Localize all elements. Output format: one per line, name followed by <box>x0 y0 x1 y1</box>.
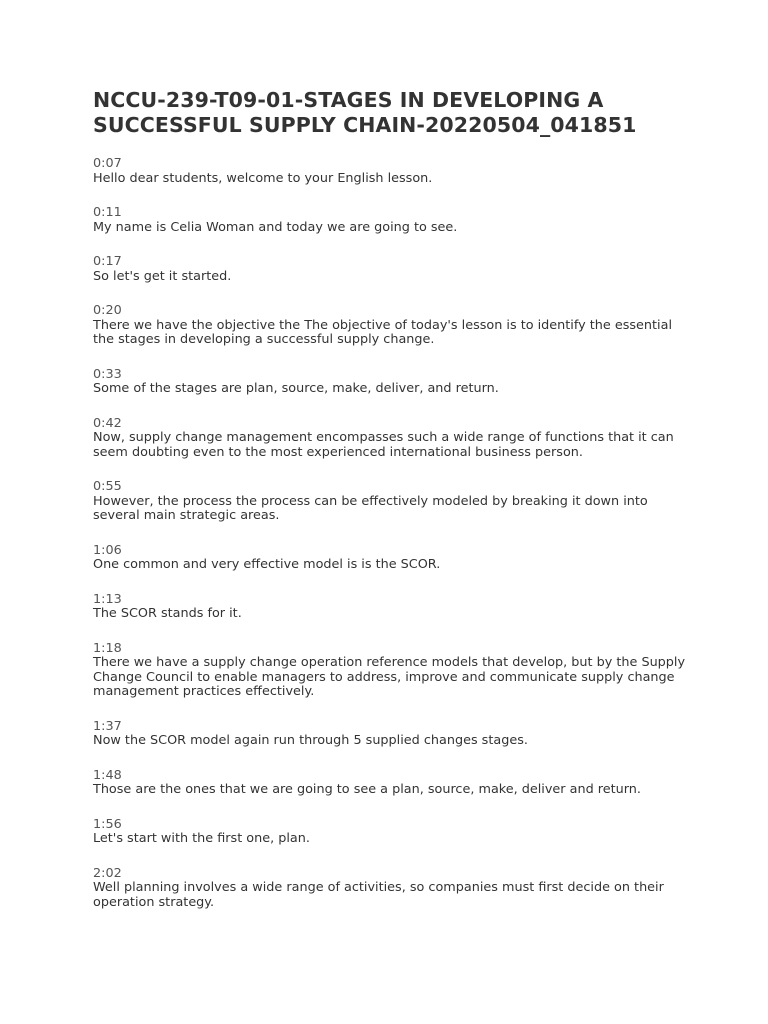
timestamp: 2:02 <box>93 865 122 881</box>
transcript-entry <box>93 417 693 461</box>
timestamp: 1:18 <box>93 640 122 656</box>
transcript-text: My name is Celia Woman and today we are going to see. <box>93 219 458 235</box>
timestamp: 0:42 <box>93 415 122 431</box>
transcript-text: Let's start with the first one, plan. <box>93 831 310 846</box>
transcript-text: There we have the objective the The objective of today's lesson is to identify the essential the stages in developing a successful supply change. <box>93 317 673 347</box>
transcript-entry <box>93 593 693 622</box>
timestamp: 0:17 <box>93 254 122 269</box>
transcript-entry <box>93 720 693 749</box>
document-title: NCCU-239-T09-01-STAGES IN DEVELOPING A SUCCESSFUL SUPPLY CHAIN-20220504_041851 <box>93 88 637 137</box>
transcript-text: Now, supply change management encompasses such a wide range of functions that it can seem doubting even to the most experienced international business person. <box>93 430 674 460</box>
transcript-entry <box>93 642 693 700</box>
transcript-text: Hello dear students, welcome to your English lesson. <box>93 170 433 186</box>
timestamp: 1:56 <box>93 816 122 832</box>
timestamp: 0:07 <box>93 156 122 171</box>
transcript-text: So let's get it started. <box>93 268 232 284</box>
transcript-entry <box>93 867 693 911</box>
document-page <box>93 88 693 930</box>
transcript-entry <box>93 368 693 397</box>
transcript-list <box>93 157 693 910</box>
transcript-text: There we have a supply change operation reference models that develop, but by the Supply Change Council to enable managers to address, improve and communicate supply change management practices effectively. <box>93 655 686 699</box>
timestamp: 1:13 <box>93 591 122 607</box>
transcript-text: However, the process the process can be effectively modeled by breaking it down into several main strategic areas. <box>93 493 648 523</box>
timestamp: 1:48 <box>93 767 122 783</box>
transcript-text: One common and very effective model is is the SCOR. <box>93 557 441 572</box>
transcript-entry <box>93 769 693 798</box>
transcript-entry <box>93 480 693 524</box>
transcript-text: Now the SCOR model again run through 5 supplied changes stages. <box>93 733 528 748</box>
transcript-entry <box>93 206 693 235</box>
transcript-entry <box>93 304 693 348</box>
timestamp: 0:55 <box>93 479 122 494</box>
transcript-entry <box>93 544 693 573</box>
timestamp: 0:33 <box>93 366 122 382</box>
timestamp: 1:06 <box>93 542 122 558</box>
transcript-text: Well planning involves a wide range of activities, so companies must first decide on their operation strategy. <box>93 880 664 910</box>
transcript-text: Some of the stages are plan, source, make, deliver, and return. <box>93 381 499 396</box>
transcript-text: The SCOR stands for it. <box>93 606 242 621</box>
transcript-entry <box>93 818 693 847</box>
timestamp: 0:20 <box>93 303 122 318</box>
timestamp: 1:37 <box>93 718 122 734</box>
transcript-entry <box>93 255 693 284</box>
transcript-text: Those are the ones that we are going to see a plan, source, make, deliver and return. <box>93 782 641 797</box>
timestamp: 0:11 <box>93 205 122 220</box>
transcript-entry <box>93 157 693 186</box>
